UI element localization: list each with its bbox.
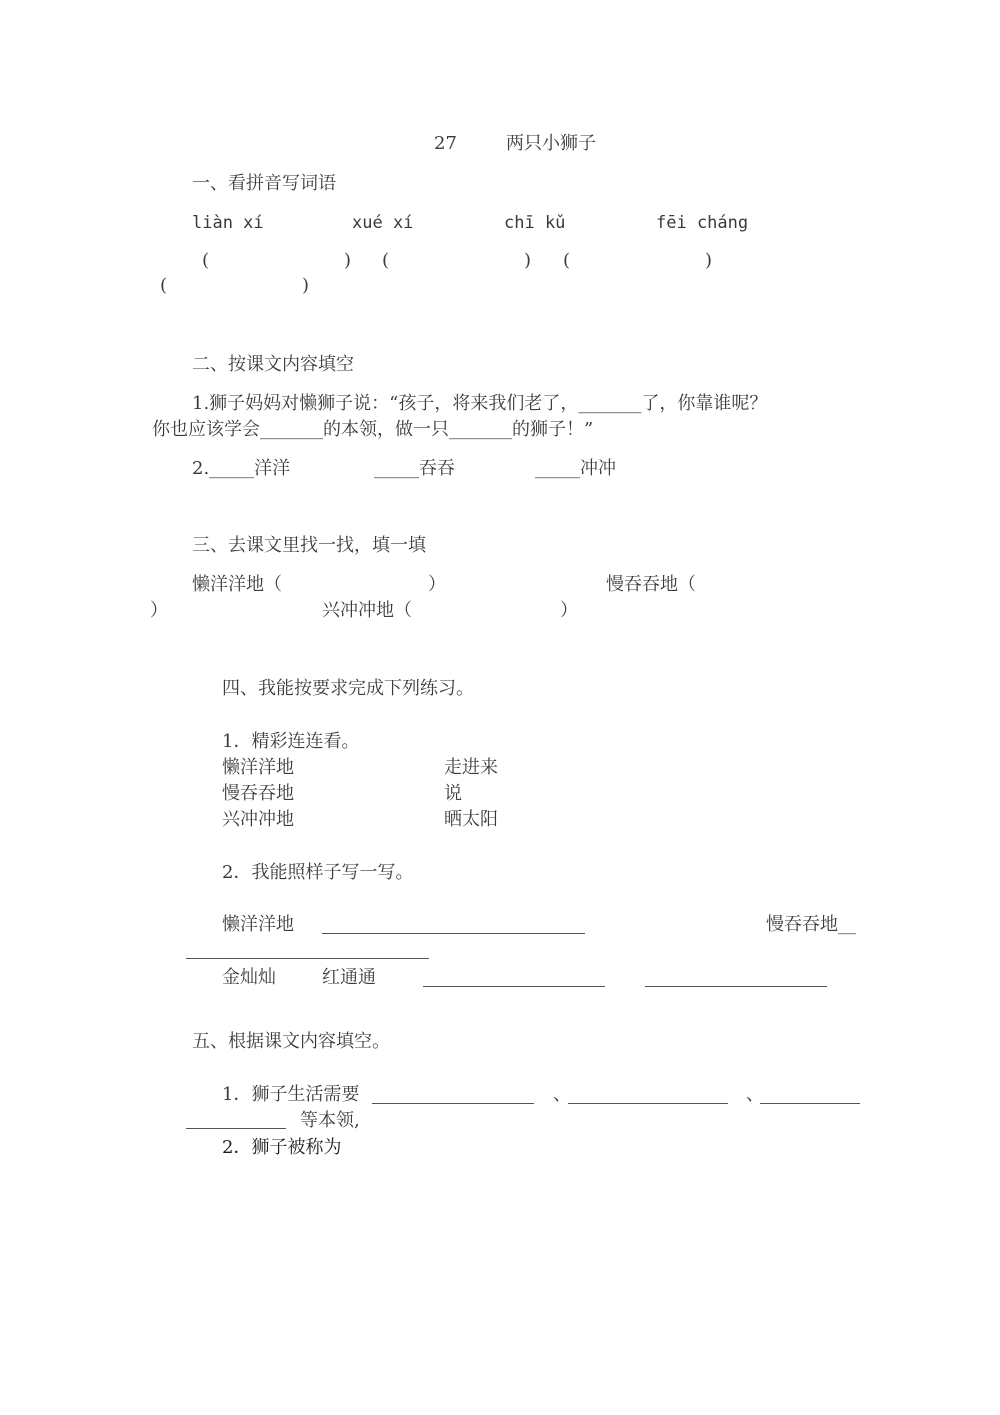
example-word-3: 金灿灿 — [222, 967, 276, 988]
section2-q1-line2: 你也应该学会_______的本领，做一只_______的狮子！” — [152, 419, 594, 440]
section3-item2: 慢吞吞地（ — [606, 574, 696, 595]
answer-bracket-open-2[interactable]: ( — [382, 250, 390, 271]
answer-line[interactable] — [645, 986, 827, 987]
section4-heading: 四、我能按要求完成下列练习。 — [222, 678, 474, 699]
answer-bracket-close-3: ) — [705, 250, 713, 271]
separator: 、 — [553, 1084, 571, 1105]
section3-item2-close: ） — [150, 600, 168, 621]
match-left-1[interactable]: 懒洋洋地 — [222, 757, 294, 778]
section3-item1: 懒洋洋地（ — [192, 574, 282, 595]
answer-line[interactable] — [322, 933, 585, 934]
section5-q1-end: 等本领, — [300, 1110, 360, 1131]
section2-q2-item3: _____冲冲 — [535, 458, 616, 479]
answer-line[interactable] — [186, 958, 429, 959]
section3-item1-close: ） — [428, 574, 446, 595]
example-word-1: 懒洋洋地 — [222, 914, 294, 935]
match-left-3[interactable]: 兴冲冲地 — [222, 809, 294, 830]
example-word-2: 慢吞吞地__ — [766, 914, 856, 935]
lesson-number: 27 — [434, 133, 457, 154]
section3-heading: 三、去课文里找一找，填一填 — [192, 535, 426, 556]
section2-q2-item1: 2._____洋洋 — [192, 458, 291, 479]
separator: 、 — [746, 1084, 764, 1105]
example-word-4: 红通通 — [322, 967, 376, 988]
section3-item3-close: ） — [560, 600, 578, 621]
answer-line[interactable] — [423, 986, 605, 987]
section5-q2: 2．狮子被称为 — [222, 1137, 342, 1158]
answer-bracket-close-4: ) — [302, 275, 310, 296]
pinyin-3: chī kǔ — [504, 213, 566, 233]
pinyin-1: liàn xí — [192, 213, 264, 233]
pinyin-4: fēi cháng — [656, 213, 749, 233]
section2-heading: 二、按课文内容填空 — [192, 354, 354, 375]
section2-q1-line1: 1.狮子妈妈对懒狮子说：“孩子，将来我们老了，_______了，你靠谁呢？ — [192, 393, 768, 414]
answer-bracket-open-3[interactable]: ( — [563, 250, 571, 271]
section1-heading: 一、看拼音写词语 — [192, 173, 336, 194]
match-right-1[interactable]: 走进来 — [444, 757, 498, 778]
section4-q2-label: 2．我能照样子写一写。 — [222, 862, 414, 883]
answer-bracket-open-1[interactable]: ( — [202, 250, 210, 271]
match-right-3[interactable]: 晒太阳 — [444, 809, 498, 830]
match-left-2[interactable]: 慢吞吞地 — [222, 783, 294, 804]
section2-q2-item2: _____吞吞 — [374, 458, 455, 479]
pinyin-2: xué xí — [352, 213, 414, 233]
answer-line[interactable] — [372, 1103, 534, 1104]
section5-q1-start: 1．狮子生活需要 — [222, 1084, 360, 1105]
answer-line[interactable] — [568, 1103, 728, 1104]
answer-bracket-open-4[interactable]: ( — [160, 275, 168, 296]
lesson-title: 两只小狮子 — [506, 133, 596, 154]
answer-line[interactable] — [760, 1103, 860, 1104]
answer-bracket-close-1: ) — [344, 250, 352, 271]
answer-line[interactable] — [186, 1128, 286, 1129]
section4-q1-label: 1．精彩连连看。 — [222, 731, 360, 752]
section5-heading: 五、根据课文内容填空。 — [192, 1031, 390, 1052]
section3-item3: 兴冲冲地（ — [322, 600, 412, 621]
match-right-2[interactable]: 说 — [444, 783, 462, 804]
answer-bracket-close-2: ) — [524, 250, 532, 271]
